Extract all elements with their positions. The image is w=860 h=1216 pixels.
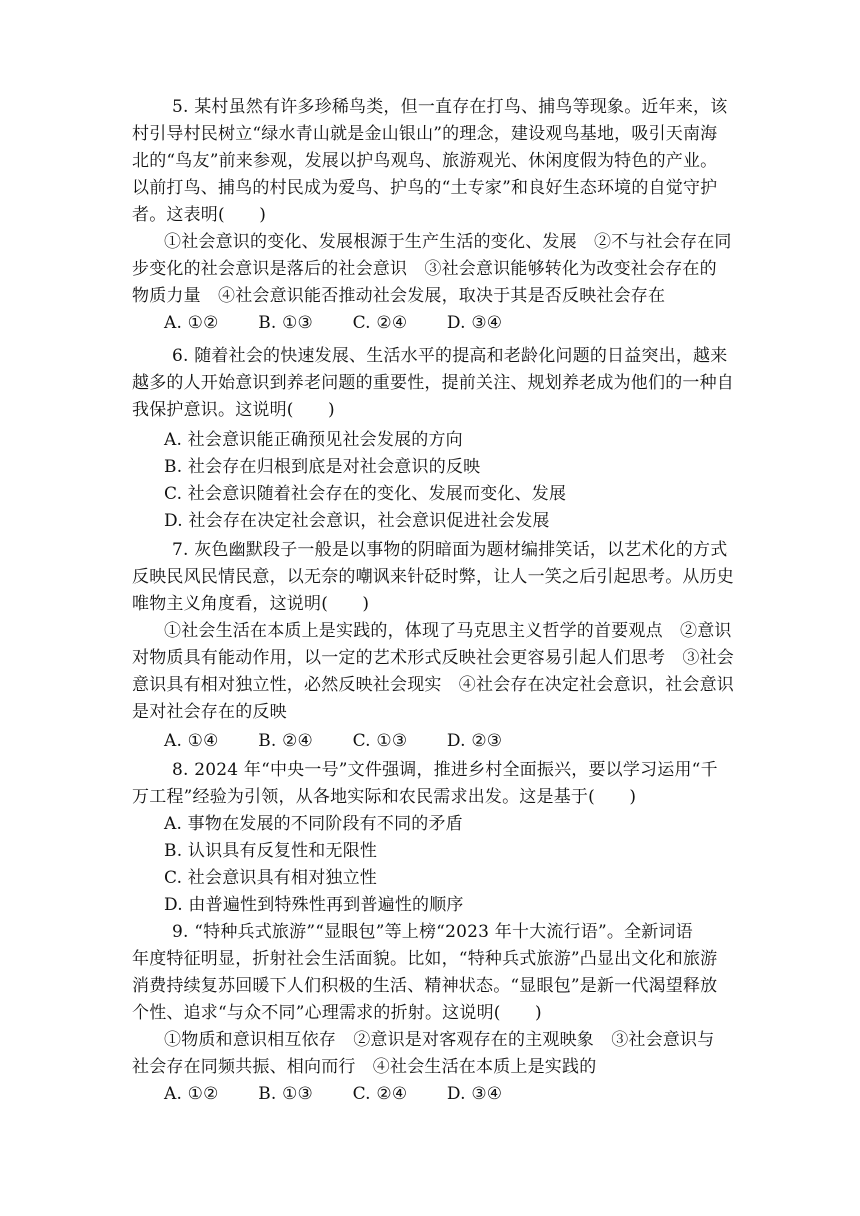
q7-option-d[interactable]: D. ②③ bbox=[446, 731, 503, 751]
q7-options bbox=[164, 728, 764, 755]
q6-line-3: 我保护意识。这说明( ) bbox=[132, 400, 335, 420]
q5-statement-1: ①社会意识的变化、发展根源于生产生活的变化、发展 ②不与社会存在同 bbox=[164, 232, 732, 252]
q6-option-b[interactable]: B. 社会存在归根到底是对社会意识的反映 bbox=[164, 457, 481, 477]
q8-line-1: 8. 2024 年“中央一号”文件强调，推进乡村全面振兴，要以学习运用“千 bbox=[172, 760, 718, 780]
q5-line-4: 以前打鸟、捕鸟的村民成为爱鸟、护鸟的“土专家”和良好生态环境的自觉守护 bbox=[132, 178, 718, 198]
q5-statement-2: 步变化的社会意识是落后的社会意识 ③社会意识能够转化为改变社会存在的 bbox=[132, 259, 717, 279]
q6-option-d[interactable]: D. 社会存在决定社会意识，社会意识促进社会发展 bbox=[164, 511, 550, 531]
q9-line-3: 消费持续复苏回暖下人们积极的生活、精神状态。“显眼包”是新一代渴望释放 bbox=[132, 976, 718, 996]
q9-option-b[interactable]: B. ①③ bbox=[258, 1084, 313, 1104]
q5-options bbox=[164, 310, 764, 337]
q5-option-b[interactable]: B. ①③ bbox=[258, 313, 313, 333]
q9-line-1: 9. “特种兵式旅游”“显眼包”等上榜“2023 年十大流行语”。全新词语 bbox=[172, 922, 693, 942]
q5-statement-3: 物质力量 ④社会意识能否推动社会发展，取决于其是否反映社会存在 bbox=[132, 286, 666, 306]
q9-option-c[interactable]: C. ②④ bbox=[352, 1084, 408, 1104]
q7-statement-3: 意识具有相对独立性，必然反映社会现实 ④社会存在决定社会意识，社会意识 bbox=[132, 675, 734, 695]
q8-option-c[interactable]: C. 社会意识具有相对独立性 bbox=[164, 868, 378, 888]
q7-option-c[interactable]: C. ①③ bbox=[352, 731, 408, 751]
q6-option-a[interactable]: A. 社会意识能正确预见社会发展的方向 bbox=[164, 430, 463, 450]
q7-line-1: 7. 灰色幽默段子一般是以事物的阴暗面为题材编排笑话，以艺术化的方式 bbox=[172, 540, 728, 560]
q5-line-5: 者。这表明( ) bbox=[132, 205, 267, 225]
q7-line-3: 唯物主义角度看，这说明( ) bbox=[132, 594, 370, 614]
q6-line-1: 6. 随着社会的快速发展、生活水平的提高和老龄化问题的日益突出，越来 bbox=[172, 346, 728, 366]
q8-option-d[interactable]: D. 由普遍性到特殊性再到普遍性的顺序 bbox=[164, 895, 464, 915]
q6-line-2: 越多的人开始意识到养老问题的重要性，提前关注、规划养老成为他们的一种自 bbox=[132, 373, 734, 393]
q9-statement-2: 社会存在同频共振、相向而行 ④社会生活在本质上是实践的 bbox=[132, 1057, 597, 1077]
q9-statement-1: ①物质和意识相互依存 ②意识是对客观存在的主观映象 ③社会意识与 bbox=[164, 1030, 715, 1050]
q9-line-4: 个性、追求“与众不同”心理需求的折射。这说明( ) bbox=[132, 1003, 542, 1023]
q5-option-c[interactable]: C. ②④ bbox=[352, 313, 408, 333]
q5-line-3: 北的“鸟友”前来参观，发展以护鸟观鸟、旅游观光、休闲度假为特色的产业。 bbox=[132, 151, 718, 171]
q7-statement-2: 对物质具有能动作用，以一定的艺术形式反映社会更容易引起人们思考 ③社会 bbox=[132, 648, 734, 668]
q5-option-a[interactable]: A. ①② bbox=[164, 313, 219, 333]
q7-line-2: 反映民风民情民意，以无奈的嘲讽来针砭时弊，让人一笑之后引起思考。从历史 bbox=[132, 567, 734, 587]
q9-option-d[interactable]: D. ③④ bbox=[446, 1084, 503, 1104]
q8-line-2: 万工程”经验为引领，从各地实际和农民需求出发。这是基于( ) bbox=[132, 787, 637, 807]
q7-statement-1: ①社会生活在本质上是实践的，体现了马克思主义哲学的首要观点 ②意识 bbox=[164, 621, 732, 641]
q9-option-a[interactable]: A. ①② bbox=[164, 1084, 219, 1104]
q7-option-b[interactable]: B. ②④ bbox=[258, 731, 313, 751]
q5-option-d[interactable]: D. ③④ bbox=[446, 313, 503, 333]
q8-option-a[interactable]: A. 事物在发展的不同阶段有不同的矛盾 bbox=[164, 814, 463, 834]
q8-option-b[interactable]: B. 认识具有反复性和无限性 bbox=[164, 841, 378, 861]
q9-line-2: 年度特征明显，折射社会生活面貌。比如，“特种兵式旅游”凸显出文化和旅游 bbox=[132, 949, 718, 969]
q9-options bbox=[164, 1081, 764, 1108]
q7-option-a[interactable]: A. ①④ bbox=[164, 731, 219, 751]
q7-statement-4: 是对社会存在的反映 bbox=[132, 702, 287, 722]
q5-line-2: 村引导村民树立“绿水青山就是金山银山”的理念，建设观鸟基地，吸引天南海 bbox=[132, 124, 718, 144]
q5-line-1: 5. 某村虽然有许多珍稀鸟类，但一直存在打鸟、捕鸟等现象。近年来，该 bbox=[172, 97, 728, 117]
q6-option-c[interactable]: C. 社会意识随着社会存在的变化、发展而变化、发展 bbox=[164, 484, 567, 504]
